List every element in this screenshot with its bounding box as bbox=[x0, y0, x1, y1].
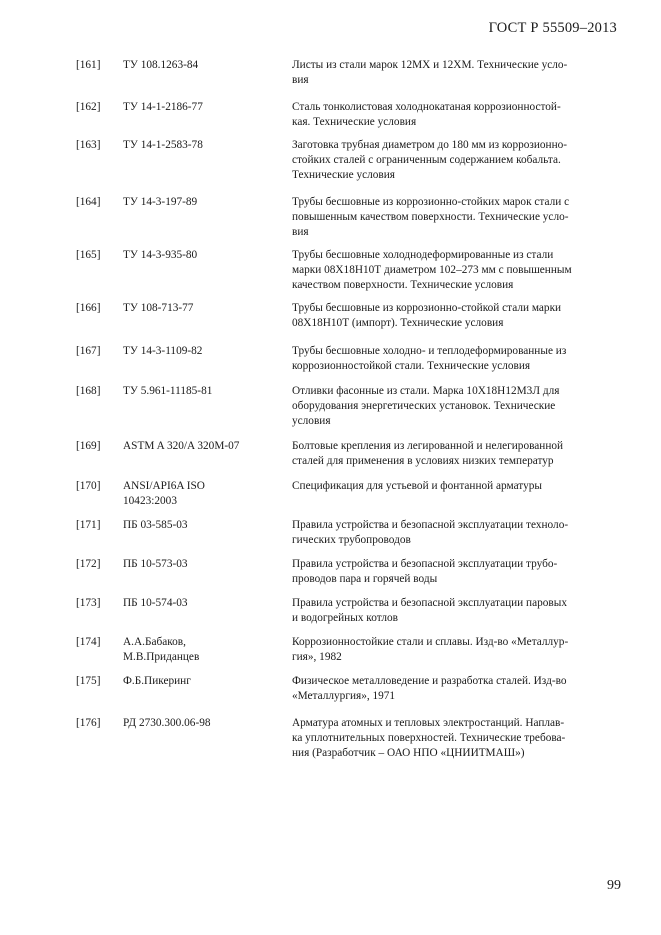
reference-item bbox=[0, 518, 661, 548]
reference-item bbox=[0, 195, 661, 241]
reference-code: А.А.Бабаков, М.В.Приданцев bbox=[123, 636, 200, 664]
reference-number: [167] bbox=[76, 345, 101, 357]
reference-title: Правила устройства и безопасной эксплуатации техноло- гических трубопроводов bbox=[292, 519, 569, 547]
reference-number: [169] bbox=[76, 440, 101, 452]
reference-number: [176] bbox=[76, 717, 101, 729]
reference-title: Трубы бесшовные холоднодеформированные из стали марки 08Х18Н10Т диаметром 102–273 мм с повышенным качеством поверхности. Технические условия bbox=[292, 249, 572, 292]
reference-number: [164] bbox=[76, 196, 101, 208]
reference-title: Трубы бесшовные из коррозионно-стойкой стали марки 08Х18Н10Т (импорт). Технические условия bbox=[292, 302, 562, 330]
reference-code: ТУ 108.1263-84 bbox=[123, 59, 199, 71]
reference-number: [168] bbox=[76, 385, 101, 397]
reference-code: ТУ 14-1-2583-78 bbox=[123, 139, 203, 151]
reference-item bbox=[0, 100, 661, 130]
reference-number: [175] bbox=[76, 675, 101, 687]
reference-item bbox=[0, 344, 661, 374]
reference-title: Сталь тонколистовая холоднокатаная коррозионностой- кая. Технические условия bbox=[292, 101, 561, 129]
reference-code: ASTM A 320/A 320M-07 bbox=[123, 440, 240, 452]
reference-item bbox=[0, 635, 661, 665]
reference-number: [162] bbox=[76, 101, 101, 113]
reference-code: ПБ 03-585-03 bbox=[123, 519, 188, 531]
reference-code: ТУ 14-3-197-89 bbox=[123, 196, 198, 208]
reference-title: Коррозионностойкие стали и сплавы. Изд-во «Металлур- гия», 1982 bbox=[292, 636, 569, 664]
reference-code: Ф.Б.Пикеринг bbox=[123, 675, 191, 687]
reference-number: [171] bbox=[76, 519, 101, 531]
page-number: 99 bbox=[607, 878, 621, 893]
reference-code: ANSI/API6A ISO 10423:2003 bbox=[123, 480, 205, 508]
reference-item bbox=[0, 596, 661, 626]
reference-title: Трубы бесшовные из коррозионно-стойких марок стали с повышенным качеством поверхности. Технические усло- вия bbox=[292, 196, 570, 239]
reference-number: [166] bbox=[76, 302, 101, 314]
reference-item bbox=[0, 674, 661, 704]
reference-item bbox=[0, 58, 661, 88]
reference-number: [163] bbox=[76, 139, 101, 151]
reference-number: [170] bbox=[76, 480, 101, 492]
document-header: ГОСТ Р 55509–2013 bbox=[488, 20, 617, 36]
reference-item bbox=[0, 479, 661, 508]
reference-item bbox=[0, 716, 661, 762]
reference-item bbox=[0, 138, 661, 184]
reference-code: ТУ 14-3-935-80 bbox=[123, 249, 198, 261]
reference-title: Спецификация для устьевой и фонтанной арматуры bbox=[292, 480, 542, 492]
reference-title: Арматура атомных и тепловых электростанций. Наплав- ка уплотнительных поверхностей. Технические требова- ния (Разработчик – ОАО НПО «ЦНИИТМАШ») bbox=[292, 717, 566, 760]
reference-code: ПБ 10-573-03 bbox=[123, 558, 188, 570]
reference-title: Правила устройства и безопасной эксплуатации трубо- проводов пара и горячей воды bbox=[292, 558, 558, 586]
reference-item bbox=[0, 301, 661, 331]
reference-title: Заготовка трубная диаметром до 180 мм из коррозионно- стойких сталей с ограниченным содержанием кобальта. Технические условия bbox=[292, 139, 568, 182]
reference-number: [161] bbox=[76, 59, 101, 71]
reference-number: [165] bbox=[76, 249, 101, 261]
reference-number: [174] bbox=[76, 636, 101, 648]
reference-item bbox=[0, 248, 661, 294]
reference-item bbox=[0, 439, 661, 469]
reference-number: [173] bbox=[76, 597, 101, 609]
reference-title: Физическое металловедение и разработка сталей. Изд-во «Металлургия», 1971 bbox=[292, 675, 567, 703]
reference-title: Листы из стали марок 12МХ и 12ХМ. Технические усло- вия bbox=[292, 59, 568, 87]
reference-title: Болтовые крепления из легированной и нелегированной сталей для применения в условиях низких температур bbox=[292, 440, 564, 468]
reference-title: Трубы бесшовные холодно- и теплодеформированные из коррозионностойкой стали. Технические условия bbox=[292, 345, 567, 373]
reference-code: РД 2730.300.06-98 bbox=[123, 717, 211, 729]
reference-code: ТУ 14-3-1109-82 bbox=[123, 345, 203, 357]
reference-code: ТУ 5.961-11185-81 bbox=[123, 385, 213, 397]
reference-code: ТУ 14-1-2186-77 bbox=[123, 101, 203, 113]
reference-item bbox=[0, 557, 661, 587]
reference-number: [172] bbox=[76, 558, 101, 570]
reference-code: ПБ 10-574-03 bbox=[123, 597, 188, 609]
reference-title: Отливки фасонные из стали. Марка 10Х18Н12М3Л для оборудования энергетических установок. Технические условия bbox=[292, 385, 560, 428]
reference-item bbox=[0, 384, 661, 430]
reference-title: Правила устройства и безопасной эксплуатации паровых и водогрейных котлов bbox=[292, 597, 567, 625]
reference-code: ТУ 108-713-77 bbox=[123, 302, 194, 314]
